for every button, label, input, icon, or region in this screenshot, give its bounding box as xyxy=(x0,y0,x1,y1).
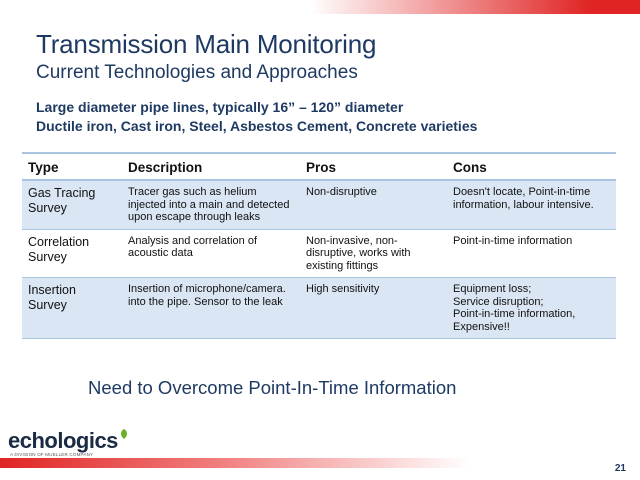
bullet-item: Ductile iron, Cast iron, Steel, Asbestos Cement, Concrete varieties xyxy=(36,118,478,134)
cell-description: Analysis and correlation of acoustic data xyxy=(122,229,300,278)
logo-text: echologics xyxy=(8,428,118,453)
cell-type: Correlation Survey xyxy=(22,229,122,278)
bottom-accent-bar xyxy=(0,458,470,468)
logo-wordmark xyxy=(8,428,129,453)
table-header-row xyxy=(22,153,616,180)
top-accent-bar xyxy=(310,0,640,14)
table-row xyxy=(22,278,616,339)
table-row xyxy=(22,180,616,229)
cell-description: Tracer gas such as helium injected into a main and detected upon escape through leaks xyxy=(122,180,300,229)
logo-tagline: A DIVISION OF MUELLER COMPANY xyxy=(10,452,94,457)
header-cons: Cons xyxy=(447,153,616,180)
cell-cons: Equipment loss; Service disruption; Point-in-time information, Expensive!! xyxy=(447,278,616,339)
cell-pros: Non-invasive, non-disruptive, works with existing fittings xyxy=(300,229,447,278)
cell-pros: High sensitivity xyxy=(300,278,447,339)
footer-heading: Need to Overcome Point-In-Time Information xyxy=(88,377,457,398)
cell-cons: Doesn't locate, Point-in-time information, labour intensive. xyxy=(447,180,616,229)
slide-subtitle: Current Technologies and Approaches xyxy=(36,62,358,83)
leaf-icon xyxy=(119,428,129,440)
echologics-logo xyxy=(8,428,129,457)
bullet-list xyxy=(36,98,477,136)
header-pros: Pros xyxy=(300,153,447,180)
technologies-table xyxy=(22,152,616,339)
cell-cons: Point-in-time information xyxy=(447,229,616,278)
cell-pros: Non-disruptive xyxy=(300,180,447,229)
cell-type: Gas Tracing Survey xyxy=(22,180,122,229)
bullet-item: Large diameter pipe lines, typically 16” – 120” diameter xyxy=(36,99,404,115)
table-row xyxy=(22,229,616,278)
cell-description: Insertion of microphone/camera. into the pipe. Sensor to the leak xyxy=(122,278,300,339)
slide-title: Transmission Main Monitoring xyxy=(36,29,377,59)
header-description: Description xyxy=(122,153,300,180)
cell-type: Insertion Survey xyxy=(22,278,122,339)
header-type: Type xyxy=(22,153,122,180)
page-number: 21 xyxy=(614,463,626,474)
